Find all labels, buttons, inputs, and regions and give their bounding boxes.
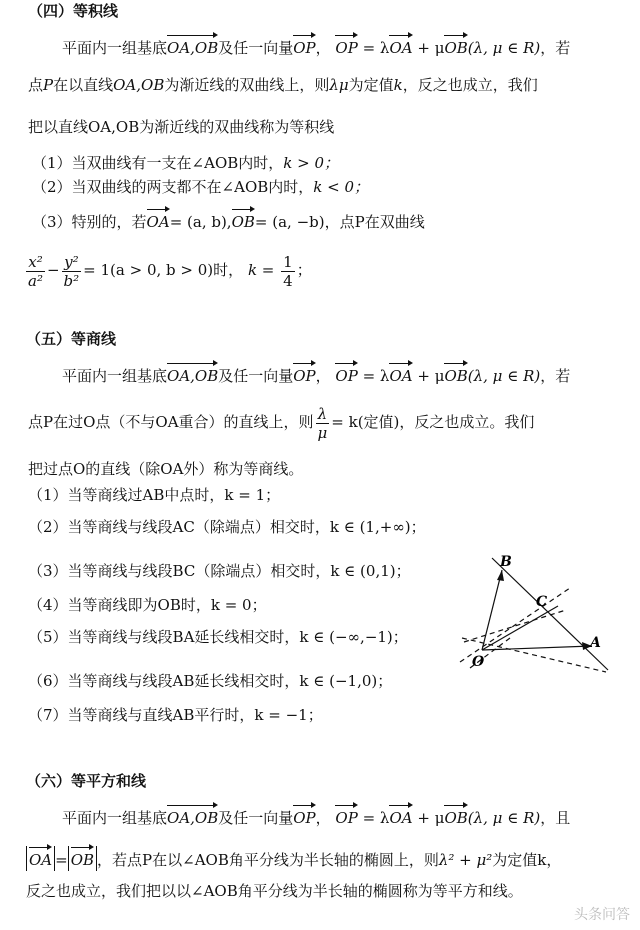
s4-paragraph-line-3: 把以直线OA,OB为渐近线的双曲线称为等积线 xyxy=(28,118,335,136)
s5-item-1: （1）当等商线过AB中点时，k = 1； xyxy=(28,486,281,504)
arrowhead-b xyxy=(497,570,504,581)
watermark: 头条问答 xyxy=(574,907,630,923)
s6-paragraph-line-2: OA = OB ，若点P在以∠AOB角平分线为半长轴的椭圆上，则λ² + μ²为定值k， xyxy=(26,846,561,871)
s5-item-3: （3）当等商线与线段BC（除端点）相交时，k ∈ (0,1)； xyxy=(28,562,411,580)
label-b: B xyxy=(500,554,512,570)
s5-paragraph-line-2: 点P在过O点（不与OA重合）的直线上，则 $\frac{\lambda}{\mu}$ = k(定值)，反之也成立。我们 xyxy=(28,404,535,442)
section-5-heading: （五）等商线 xyxy=(26,330,117,348)
section-4-heading: （四）等积线 xyxy=(28,2,119,20)
s4-item-1: （1）当双曲线有一支在∠AOB内时，k > 0； xyxy=(32,154,340,172)
label-a: A xyxy=(590,635,601,651)
s4-item-3: （3）特别的，若OA= (a, b),OB= (a, −b)，点P在双曲线 xyxy=(32,208,425,233)
s5-item-2: （2）当等商线与线段AC（除端点）相交时，k ∈ (1,+∞)； xyxy=(28,518,426,536)
s5-item-6: （6）当等商线与线段AB延长线相交时，k ∈ (−1,0)； xyxy=(28,672,393,690)
s5-paragraph-line-1: 平面内一组基底OA,OB及任一向量OP， OP = λOA + μOB(λ, μ ∈ R)，若 xyxy=(62,362,570,387)
vector-ob xyxy=(482,570,502,650)
label-c: C xyxy=(536,594,548,610)
line-ba-extended xyxy=(492,558,608,670)
hyperbola-equation: $\frac{\text{x²}}{\text{a²}}$ − $\frac{\text{y²}}{\text{b²}}$ = 1(a > 0, b > 0)时， k = $\frac{1}{4}$ ； xyxy=(28,252,312,290)
s4-paragraph-line-1: 平面内一组基底OA,OB及任一向量OP， OP = λOA + μOB(λ, μ ∈ R)，若 xyxy=(62,34,570,59)
dashed-line-1 xyxy=(464,610,566,642)
s5-item-7: （7）当等商线与直线AB平行时，k = −1； xyxy=(28,706,323,724)
section-6-heading: （六）等平方和线 xyxy=(26,772,147,790)
s5-paragraph-line-3: 把过点O的直线（除OA外）称为等商线。 xyxy=(28,460,304,478)
s5-item-5: （5）当等商线与线段BA延长线相交时，k ∈ (−∞,−1)； xyxy=(28,628,408,646)
segment-oc xyxy=(482,606,558,650)
s4-item-2: （2）当双曲线的两支都不在∠AOB内时，k < 0； xyxy=(32,178,370,196)
s4-paragraph-line-2: 点P在以直线OA,OB为渐近线的双曲线上，则λμ为定值k，反之也成立，我们 xyxy=(28,76,538,94)
equal-quotient-line-diagram xyxy=(450,550,620,690)
s6-paragraph-line-1: 平面内一组基底OA,OB及任一向量OP， OP = λOA + μOB(λ, μ ∈ R)，且 xyxy=(62,804,570,829)
label-o: O xyxy=(472,654,485,670)
s5-item-4: （4）当等商线即为OB时，k = 0； xyxy=(28,596,267,614)
s6-paragraph-line-3: 反之也成立，我们把以以∠AOB角平分线为半长轴的椭圆称为等平方和线。 xyxy=(26,882,523,900)
